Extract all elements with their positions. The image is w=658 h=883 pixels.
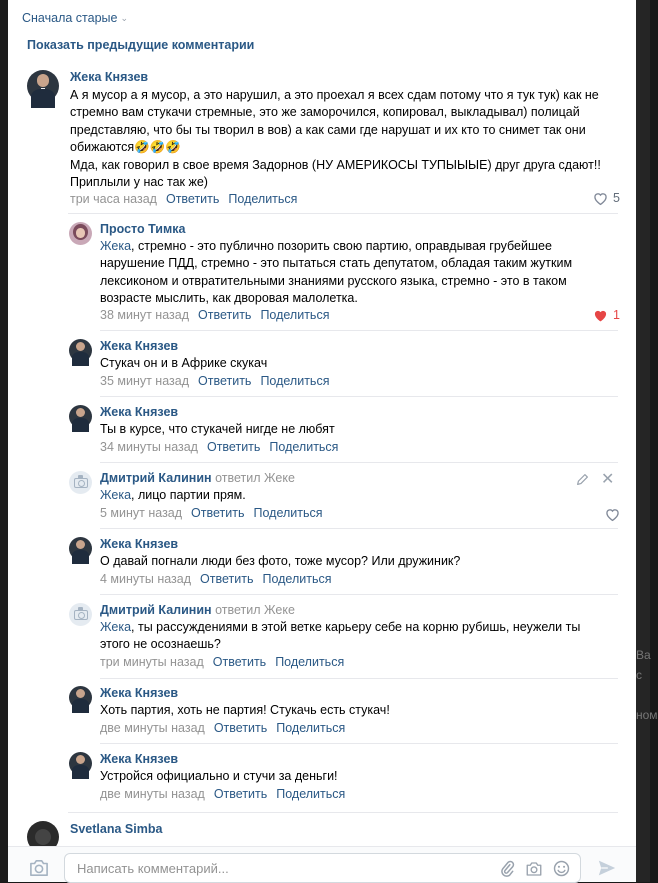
comment-text-line: представляю, что бы ты творил в вов) а как сами где нарушат и их кто то снимет так они bbox=[70, 122, 586, 137]
share-button[interactable]: Поделиться bbox=[260, 308, 330, 322]
reply-button[interactable]: Ответить bbox=[212, 655, 267, 669]
comment-edit-controls bbox=[576, 470, 615, 488]
show-previous-comments-link[interactable]: Показать предыдущие комментарии bbox=[27, 38, 255, 52]
emoji-icon[interactable] bbox=[553, 860, 570, 877]
mention-link[interactable]: Жека bbox=[100, 239, 132, 253]
comment-meta bbox=[100, 374, 329, 388]
comment-text-line: этого не осознаешь? bbox=[100, 637, 221, 652]
heart-icon bbox=[593, 192, 608, 205]
avatar[interactable] bbox=[69, 222, 92, 245]
avatar[interactable] bbox=[69, 405, 92, 428]
share-button[interactable]: Поделиться bbox=[276, 787, 346, 801]
reply-button[interactable]: Ответить bbox=[198, 308, 252, 322]
separator bbox=[100, 330, 618, 331]
pencil-icon[interactable] bbox=[576, 473, 589, 486]
mention-link[interactable]: Жека bbox=[100, 620, 132, 634]
comment-time[interactable]: 35 минут назад bbox=[100, 374, 189, 388]
reply-button[interactable]: Ответить bbox=[165, 192, 220, 206]
backdrop-left bbox=[0, 0, 8, 882]
comment bbox=[69, 405, 619, 457]
chevron-down-icon: ⌄ bbox=[120, 12, 129, 23]
comment-author[interactable]: Жека Князев bbox=[100, 537, 179, 551]
comment bbox=[69, 537, 619, 589]
comment-author[interactable]: Жека Князев bbox=[100, 752, 179, 766]
photo-icon[interactable] bbox=[525, 861, 543, 877]
avatar[interactable] bbox=[69, 537, 92, 560]
comment bbox=[69, 686, 619, 738]
paperclip-icon[interactable] bbox=[499, 860, 515, 877]
comment-text-fragment: , стремно - это публично позорить свою партию, оправдывая грубейшее bbox=[131, 239, 552, 253]
heart-icon bbox=[605, 508, 620, 521]
comment-author-line bbox=[100, 603, 295, 617]
reply-button[interactable]: Ответить bbox=[191, 506, 245, 520]
reply-button[interactable]: Ответить bbox=[213, 787, 268, 801]
comment-time[interactable]: 5 минут назад bbox=[100, 506, 183, 520]
separator bbox=[100, 678, 618, 679]
separator bbox=[68, 812, 618, 813]
camera-icon bbox=[74, 478, 88, 488]
comment-text: О давай погнали люди без фото, тоже мусор? Или дружиник? bbox=[100, 554, 461, 568]
avatar[interactable] bbox=[69, 471, 92, 494]
comment-time[interactable]: 38 минут назад bbox=[100, 308, 189, 322]
comment-meta bbox=[100, 506, 323, 520]
close-icon[interactable]: ✕ bbox=[601, 470, 615, 488]
backdrop-text-fragment: с bbox=[636, 668, 642, 682]
comment-meta bbox=[100, 440, 338, 454]
comment-author[interactable]: Жека Князев bbox=[100, 405, 179, 419]
comment-time[interactable]: 34 минуты назад bbox=[100, 440, 198, 454]
like-count: 5 bbox=[613, 191, 620, 205]
comment-composer bbox=[8, 846, 636, 882]
comment-text: Устройся официально и стучи за деньги! bbox=[100, 769, 338, 783]
replied-to-label[interactable]: ответил Жеке bbox=[215, 603, 295, 617]
comment-meta bbox=[100, 787, 345, 801]
comment-text-fragment: , лицо партии прям. bbox=[131, 488, 246, 502]
comment bbox=[69, 222, 619, 332]
sort-label: Сначала старые bbox=[22, 11, 118, 25]
backdrop-text-fragment: Ва bbox=[636, 648, 651, 662]
mention-link[interactable]: Жека bbox=[100, 488, 132, 502]
comment-text-line: Приплыли у нас так же) bbox=[70, 175, 208, 190]
like-button[interactable] bbox=[593, 308, 620, 322]
comment-text: Хоть партия, хоть не партия! Стукачь есть стукач! bbox=[100, 703, 390, 717]
comment-text bbox=[100, 487, 620, 504]
heart-icon bbox=[593, 309, 608, 322]
avatar[interactable] bbox=[69, 339, 92, 362]
comment-time[interactable]: три часа назад bbox=[70, 192, 157, 206]
comment-text-line: лексиконом и отвратительными знаниями русского языка, стремно - это в таком bbox=[100, 273, 567, 288]
reply-button[interactable]: Ответить bbox=[200, 572, 254, 586]
camera-icon[interactable] bbox=[28, 859, 50, 877]
comment-author[interactable]: Жека Князев bbox=[100, 686, 179, 700]
comment-text: Ты в курсе, что стукачей нигде не любят bbox=[100, 422, 335, 436]
comment-text: Стукач он и в Африке скукач bbox=[100, 356, 268, 370]
backdrop-right bbox=[636, 0, 658, 882]
comment-input-placeholder: Написать комментарий... bbox=[77, 861, 229, 876]
share-button[interactable]: Поделиться bbox=[260, 374, 330, 388]
comment-meta bbox=[100, 721, 345, 735]
comment-author[interactable]: Svetlana Simba bbox=[70, 822, 163, 836]
comment-text-line bbox=[100, 238, 620, 255]
share-button[interactable]: Поделиться bbox=[269, 440, 339, 454]
composer-attachment-icons bbox=[499, 860, 570, 877]
comment-input[interactable] bbox=[64, 853, 581, 883]
comment-text-line: нарушение ПДД, стремно - это пытаться стать депутатом, обладая таким жутким bbox=[100, 256, 573, 271]
comment-meta bbox=[100, 308, 329, 322]
share-button[interactable]: Поделиться bbox=[262, 572, 332, 586]
separator bbox=[100, 396, 618, 397]
comment-text bbox=[100, 619, 620, 654]
comment-author[interactable]: Дмитрий Калинин bbox=[100, 471, 212, 485]
sort-dropdown[interactable] bbox=[22, 11, 128, 25]
reply-button[interactable]: Ответить bbox=[198, 374, 252, 388]
reply-button[interactable]: Ответить bbox=[213, 721, 268, 735]
send-icon[interactable] bbox=[597, 859, 617, 877]
comment-author[interactable]: Просто Тимка bbox=[100, 222, 186, 236]
separator bbox=[100, 743, 618, 744]
comment-author[interactable]: Дмитрий Калинин bbox=[100, 603, 212, 617]
comment-text-line: стремно вам стукачи стремные, это же заморочился, копировал, выкладывал) полицай bbox=[70, 105, 580, 120]
comment-time[interactable]: две минуты назад bbox=[100, 787, 205, 801]
like-button[interactable] bbox=[593, 191, 620, 205]
share-button[interactable]: Поделиться bbox=[276, 721, 346, 735]
avatar[interactable] bbox=[69, 752, 92, 775]
replied-to-label[interactable]: ответил Жеке bbox=[215, 471, 295, 485]
comment bbox=[69, 603, 619, 673]
comment-meta bbox=[70, 192, 297, 206]
comment-meta bbox=[100, 572, 332, 586]
comment-author-line bbox=[100, 471, 295, 485]
comment-author[interactable]: Жека Князев bbox=[100, 339, 179, 353]
avatar[interactable] bbox=[69, 686, 92, 709]
comment bbox=[27, 70, 622, 210]
like-button[interactable] bbox=[605, 508, 620, 521]
comment-author[interactable]: Жека Князев bbox=[70, 70, 149, 84]
comment-text bbox=[70, 87, 620, 191]
comment bbox=[69, 471, 619, 523]
comment-meta bbox=[100, 655, 344, 669]
like-count: 1 bbox=[613, 308, 620, 322]
share-button[interactable]: Поделиться bbox=[275, 655, 345, 669]
separator bbox=[100, 594, 618, 595]
comment-text-line: возрасте мыслить, как дворовая малолетка. bbox=[100, 291, 358, 306]
comment-text-line bbox=[100, 619, 620, 636]
comment-time[interactable]: три минуты назад bbox=[100, 655, 204, 669]
avatar[interactable] bbox=[27, 70, 59, 102]
reply-button[interactable]: Ответить bbox=[206, 440, 261, 454]
share-button[interactable]: Поделиться bbox=[228, 192, 298, 206]
camera-icon bbox=[74, 610, 88, 620]
backdrop-text-fragment: ном bbox=[636, 708, 658, 722]
comment-text-fragment: , ты рассуждениями в этой ветке карьеру себе на корню рубишь, неужели ты bbox=[131, 620, 581, 634]
comment-text-line: Мда, как говорил в свое время Задорнов (НУ АМЕРИКОСЫ ТУПЫЫЫЕ) друг друга сдают!! bbox=[70, 157, 601, 172]
comments-panel bbox=[8, 0, 636, 882]
separator bbox=[100, 528, 618, 529]
share-button[interactable]: Поделиться bbox=[253, 506, 323, 520]
comment-text bbox=[100, 238, 620, 308]
comment bbox=[69, 752, 619, 804]
comment-time[interactable]: две минуты назад bbox=[100, 721, 205, 735]
separator bbox=[100, 462, 618, 463]
comment-time[interactable]: 4 минуты назад bbox=[100, 572, 192, 586]
comment-text-line: А я мусор а я мусор, а это нарушил, а это проехал я всех сдам потому что я тук тук) как не bbox=[70, 88, 599, 102]
comment bbox=[69, 339, 619, 391]
comment-text-line: обижаются🤣🤣🤣 bbox=[70, 140, 181, 155]
separator bbox=[68, 213, 618, 214]
comment bbox=[27, 821, 622, 846]
avatar[interactable] bbox=[69, 603, 92, 626]
